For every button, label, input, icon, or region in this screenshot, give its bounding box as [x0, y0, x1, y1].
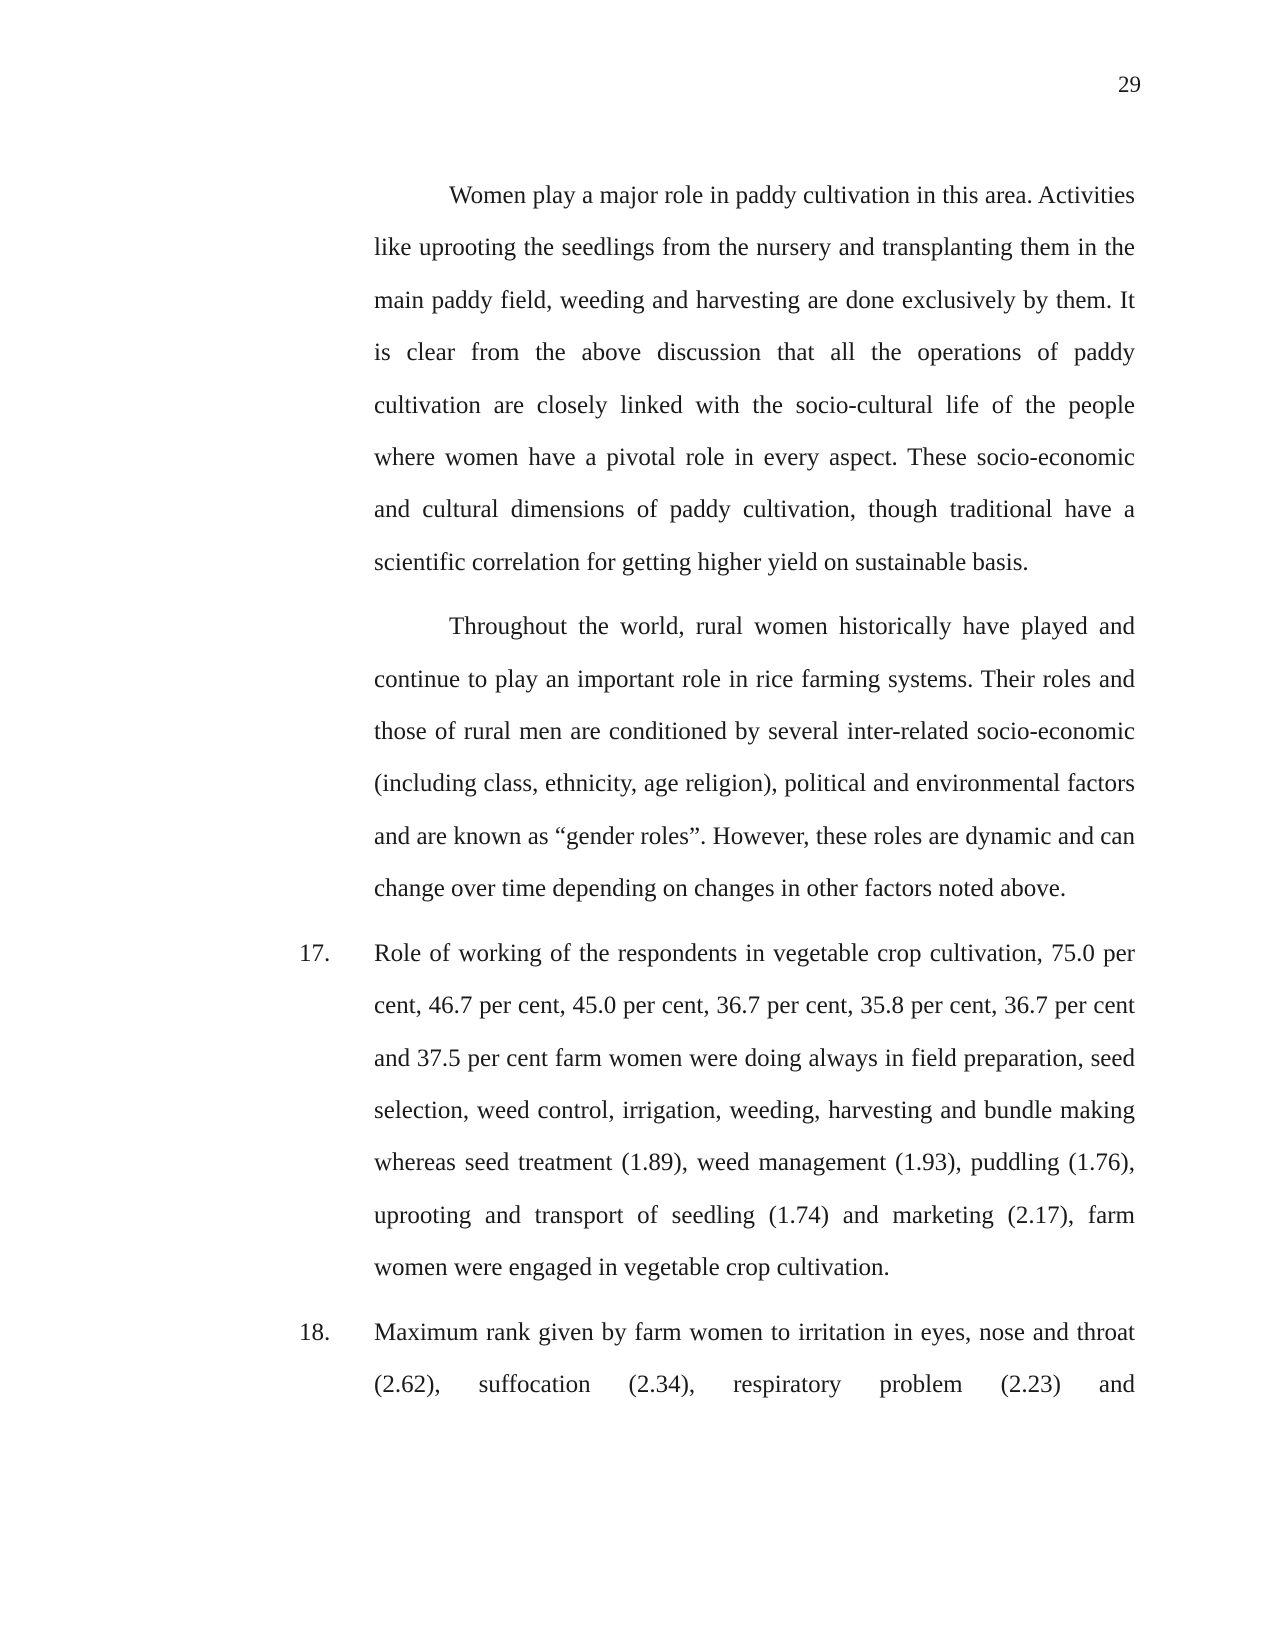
item-number: 17. [299, 939, 331, 967]
item-number: 18. [299, 1318, 331, 1346]
numbered-item-17 [299, 928, 1135, 1295]
page-number: 29 [1118, 72, 1141, 97]
paragraph-gender-roles: Throughout the world, rural women historically have played and continue to play an important role in rice farming systems. Their roles and those of rural men are conditioned by several inter-related socio-economic (including class, ethnicity, age religion), political and environmental factors and are known as “gender roles”. However, these roles are dynamic and can change over time depending on changes in other factors noted above. [374, 613, 1135, 903]
item-text: Maximum rank given by farm women to irritation in eyes, nose and throat (2.62), suffocation (2.34), respiratory problem (2.23) and [374, 1318, 1135, 1398]
document-body [299, 170, 1135, 1423]
numbered-item-18 [299, 1307, 1135, 1412]
paragraph-paddy-cultivation: Women play a major role in paddy cultivation in this area. Activities like uprooting the seedlings from the nursery and transplanting them in the main paddy field, weeding and harvesting are done exclusively by them. It is clear from the above discussion that all the operations of paddy cultivation are closely linked with the socio-cultural life of the people where women have a pivotal role in every aspect. These socio-economic and cultural dimensions of paddy cultivation, though traditional have a scientific correlation for getting higher yield on sustainable basis. [374, 182, 1135, 576]
item-text: Role of working of the respondents in vegetable crop cultivation, 75.0 per cent, 46.7 per cent, 45.0 per cent, 36.7 per cent, 35.8 per cent, 36.7 per cent and 37.5 per cent farm women were doing always in field preparation, seed selection, weed control, irrigation, weeding, harvesting and bundle making whereas seed treatment (1.89), weed management (1.93), puddling (1.76), uprooting and transport of seedling (1.74) and marketing (2.17), farm women were engaged in vegetable crop cultivation. [374, 939, 1135, 1282]
